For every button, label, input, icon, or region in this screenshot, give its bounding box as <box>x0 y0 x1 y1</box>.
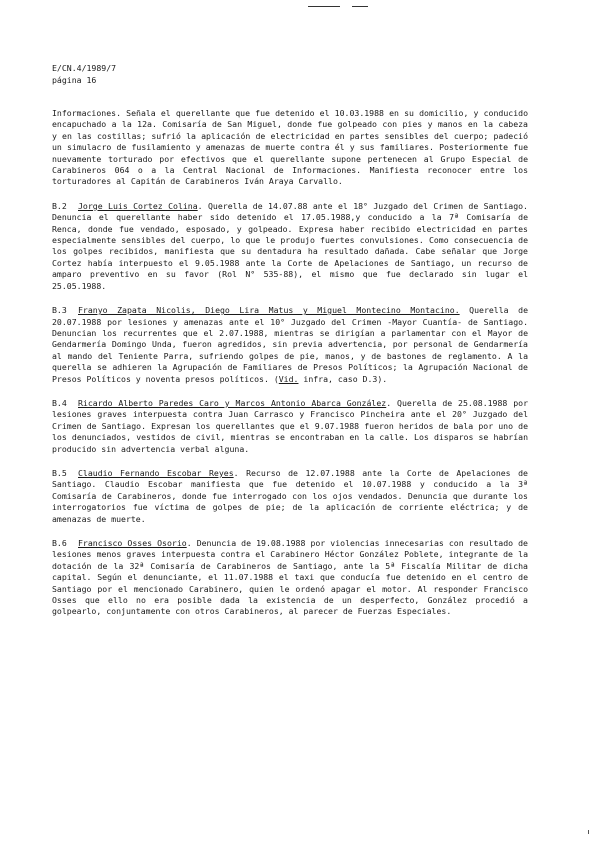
document-header <box>52 62 116 86</box>
paragraph-text: Querella de 20.07.1988 por lesiones y amenazas ante el 10° Juzgado del Crimen -Mayor Cuantía- de Santiago. Denuncian los recurrentes que el 2.07.1988, mientras se dirigían a parlamentar con el Mayor de Gendarmería Domingo Unda, fueron agredidos, sin previa advertencia, por personal de Gendarmería al mando del Teniente Parra, sufriendo golpes de pie, manos, y de bastones de reglamento. A la querella se adhieren la Agrupación de Familiares de Presos Políticos; la Agrupación Nacional de Presos Políticos y noventa presos políticos. ( <box>52 305 528 384</box>
case-name: Jorge Luis Cortez Colina <box>78 200 198 211</box>
vid-reference: Vid. <box>278 373 299 384</box>
case-name: Ricardo Alberto Paredes Caro y Marcos Antonio Abarca González <box>78 397 387 408</box>
page-number: página 16 <box>52 75 97 85</box>
paragraph-b2 <box>52 201 528 292</box>
paragraph-b6 <box>52 538 528 618</box>
scan-mark <box>352 6 368 7</box>
paragraph-text: . Querella de 25.08.1988 por lesiones graves interpuesta contra Juan Carrasco y Francisco Pincheira ante el 20° Juzgado del Crimen de Santiago. Expresan los querellantes que el 9.07.1988 fueron heridos de bala por uno de los denunciados, vestidos de civil, mientras se encontraban en la calle. Los disparos se habrían producido sin advertencia verbal alguna. <box>52 397 528 454</box>
case-number: B.2 <box>52 200 67 211</box>
paragraph-b5 <box>52 468 528 525</box>
paragraph-b4 <box>52 398 528 455</box>
document-symbol: E/CN.4/1989/7 <box>52 63 117 73</box>
case-name: Claudio Fernando Escobar Reyes <box>78 467 234 478</box>
case-number: B.6 <box>52 538 67 548</box>
scan-mark <box>308 6 340 7</box>
paragraph-text: . Recurso de 12.07.1988 ante la Corte de Apelaciones de Santiago. Claudio Escobar manifiesta que fue detenido el 10.07.1988 y conducido a la 3ª Comisaría de Carabineros, donde fue interrogado con los ojos vendados. Denuncia que durante los interrogatorios fue víctima de golpes de pie; de la aplicación de corriente eléctrica; y de amenazas de muerte. <box>52 467 528 524</box>
paragraph-text: . Querella de 14.07.88 ante el 18° Juzgado del Crimen de Santiago. Denuncia el querellante haber sido detenido el 17.05.1988,y conducido a la 7ª Comisaría de Renca, donde fue vendado, esposado, y golpeado. Expresa haber recibido electricidad en partes especialmente sensibles del cuerpo, lo que le produjo fuertes convulsiones. Como consecuencia de los golpes recibidos, manifiesta que su dentadura ha resultado dañada. Cabe señalar que Jorge Cortez había interpuesto el 9.05.1988 ante la Corte de Apelaciones de Santiago, un recurso de amparo preventivo en su favor (Rol N° 535-88), el mismo que fue declarado sin lugar el 25.05.1988. <box>52 200 528 291</box>
paragraph-text: . Denuncia de 19.08.1988 por violencias innecesarias con resultado de lesiones menos graves interpuesta contra el Carabinero Héctor González Poblete, integrante de la dotación de la 32ª Comisaría de Carabineros de Santiago, ante la 5ª Fiscalía Militar de dicha capital. Según el denunciante, el 11.07.1988 el taxi que conducía fue detenido en el centro de Santiago por el mencionado Carabinero, quien le ordenó apagar el motor. Al responder Francisco Osses que ello no era posible dada la existencia de un desperfecto, González procedió a golpearlo, conjuntamente con otros Carabineros, al parecer de Fuerzas Especiales. <box>52 538 528 617</box>
case-number: B.3 <box>52 305 67 316</box>
case-name: Francisco Osses Osorio <box>78 538 187 548</box>
scan-mark <box>588 830 589 834</box>
case-number: B.4 <box>52 397 67 408</box>
paragraph-text: Informaciones. Señala el querellante que fue detenido el 10.03.1988 en su domicilio, y conducido encapuchado a la 12a. Comisaría de San Miguel, donde fue golpeado con pies y manos en la cabeza y en las costillas; sufrió la aplicación de electricidad en partes sensibles del cuerpo; padeció un simulacro de fusilamiento y amenazas de muerte contra él y sus familiares. Posteriormente fue nuevamente torturado por efectivos que el querellante supone pertenecen al Grupo Especial de Carabineros 064 o a la Central Nacional de Informaciones. Manifiesta reconocer entre los torturadores al Capitán de Carabineros Iván Araya Carvallo. <box>52 108 528 187</box>
case-name: Franyo Zapata Nicolis, Diego Lira Matus y Miguel Montecino Montacino. <box>78 305 460 316</box>
case-number: B.5 <box>52 467 67 478</box>
paragraph-b3 <box>52 305 528 385</box>
paragraph-text-tail: infra, caso D.3). <box>298 373 388 384</box>
paragraph-b1-continued <box>52 108 528 188</box>
document-body <box>52 108 528 631</box>
